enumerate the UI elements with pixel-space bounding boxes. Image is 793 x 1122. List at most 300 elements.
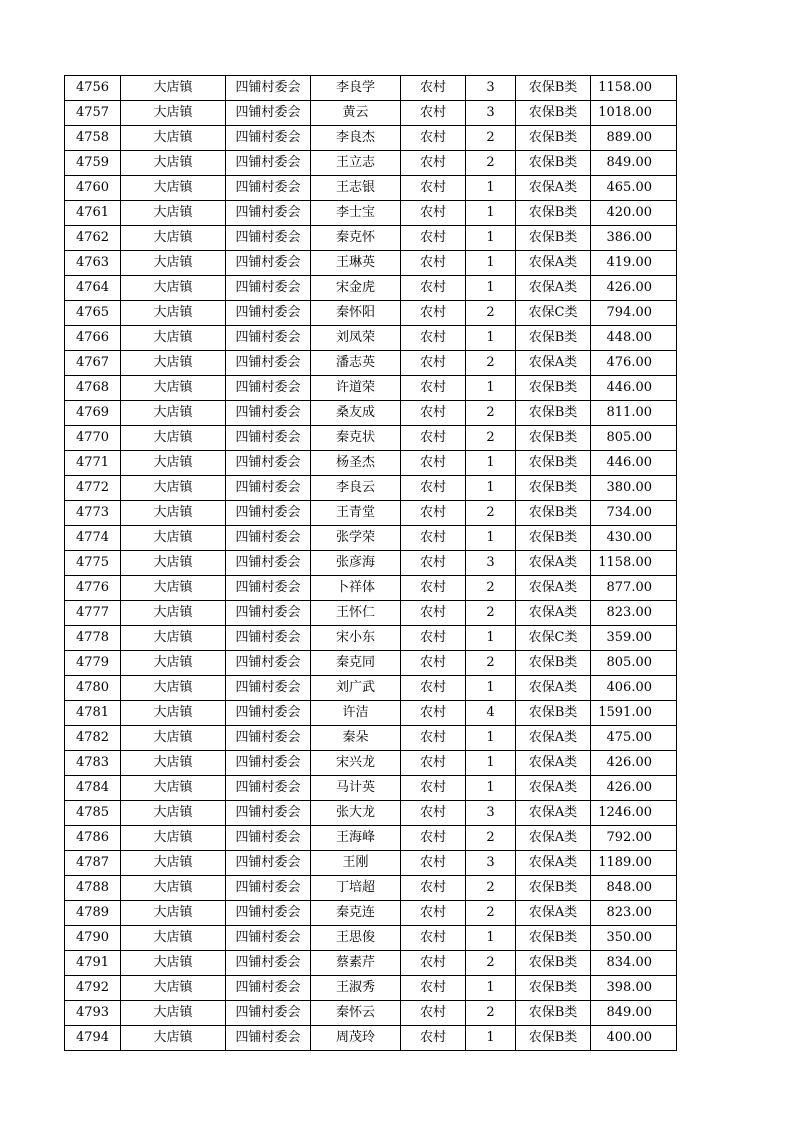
cell-person-count: 2 <box>466 501 516 526</box>
cell-residence-type: 农村 <box>401 226 466 251</box>
cell-name: 秦怀云 <box>311 1001 401 1026</box>
cell-residence-type: 农村 <box>401 301 466 326</box>
cell-residence-type: 农村 <box>401 876 466 901</box>
cell-amount: 476.00 <box>591 351 677 376</box>
cell-serial: 4784 <box>65 776 121 801</box>
cell-name: 秦怀阳 <box>311 301 401 326</box>
cell-residence-type: 农村 <box>401 951 466 976</box>
cell-town: 大店镇 <box>121 326 226 351</box>
cell-town: 大店镇 <box>121 101 226 126</box>
cell-person-count: 2 <box>466 651 516 676</box>
cell-town: 大店镇 <box>121 226 226 251</box>
cell-name: 张大龙 <box>311 801 401 826</box>
cell-residence-type: 农村 <box>401 351 466 376</box>
cell-serial: 4785 <box>65 801 121 826</box>
cell-town: 大店镇 <box>121 701 226 726</box>
cell-serial: 4775 <box>65 551 121 576</box>
cell-residence-type: 农村 <box>401 376 466 401</box>
cell-residence-type: 农村 <box>401 676 466 701</box>
cell-person-count: 1 <box>466 251 516 276</box>
cell-residence-type: 农村 <box>401 626 466 651</box>
cell-amount: 823.00 <box>591 601 677 626</box>
cell-town: 大店镇 <box>121 801 226 826</box>
cell-person-count: 2 <box>466 901 516 926</box>
cell-residence-type: 农村 <box>401 501 466 526</box>
table-row <box>65 576 677 601</box>
table-row <box>65 1001 677 1026</box>
table-row <box>65 326 677 351</box>
cell-amount: 350.00 <box>591 926 677 951</box>
cell-insurance-category: 农保B类 <box>516 701 591 726</box>
cell-amount: 1189.00 <box>591 851 677 876</box>
cell-residence-type: 农村 <box>401 751 466 776</box>
cell-serial: 4761 <box>65 201 121 226</box>
cell-village: 四铺村委会 <box>226 751 311 776</box>
cell-serial: 4758 <box>65 126 121 151</box>
cell-amount: 1018.00 <box>591 101 677 126</box>
cell-insurance-category: 农保A类 <box>516 676 591 701</box>
table-row <box>65 501 677 526</box>
cell-town: 大店镇 <box>121 276 226 301</box>
cell-village: 四铺村委会 <box>226 176 311 201</box>
cell-insurance-category: 农保A类 <box>516 826 591 851</box>
cell-village: 四铺村委会 <box>226 776 311 801</box>
cell-village: 四铺村委会 <box>226 901 311 926</box>
cell-person-count: 2 <box>466 876 516 901</box>
cell-residence-type: 农村 <box>401 776 466 801</box>
cell-serial: 4787 <box>65 851 121 876</box>
cell-serial: 4767 <box>65 351 121 376</box>
cell-insurance-category: 农保B类 <box>516 126 591 151</box>
cell-residence-type: 农村 <box>401 326 466 351</box>
cell-insurance-category: 农保B类 <box>516 426 591 451</box>
cell-town: 大店镇 <box>121 176 226 201</box>
cell-serial: 4756 <box>65 76 121 101</box>
cell-town: 大店镇 <box>121 501 226 526</box>
cell-residence-type: 农村 <box>401 126 466 151</box>
cell-person-count: 1 <box>466 676 516 701</box>
cell-person-count: 2 <box>466 151 516 176</box>
cell-residence-type: 农村 <box>401 151 466 176</box>
cell-person-count: 1 <box>466 476 516 501</box>
cell-person-count: 2 <box>466 951 516 976</box>
cell-insurance-category: 农保B类 <box>516 976 591 1001</box>
cell-serial: 4776 <box>65 576 121 601</box>
records-table-body <box>65 76 677 1051</box>
cell-amount: 400.00 <box>591 1026 677 1051</box>
cell-name: 王刚 <box>311 851 401 876</box>
cell-town: 大店镇 <box>121 426 226 451</box>
cell-amount: 406.00 <box>591 676 677 701</box>
cell-insurance-category: 农保C类 <box>516 626 591 651</box>
cell-name: 秦克同 <box>311 651 401 676</box>
cell-serial: 4786 <box>65 826 121 851</box>
cell-name: 刘广武 <box>311 676 401 701</box>
table-row <box>65 676 677 701</box>
cell-insurance-category: 农保B类 <box>516 926 591 951</box>
table-row <box>65 301 677 326</box>
cell-town: 大店镇 <box>121 876 226 901</box>
cell-person-count: 3 <box>466 801 516 826</box>
cell-person-count: 4 <box>466 701 516 726</box>
cell-insurance-category: 农保A类 <box>516 601 591 626</box>
table-row <box>65 251 677 276</box>
cell-insurance-category: 农保B类 <box>516 376 591 401</box>
cell-person-count: 1 <box>466 1026 516 1051</box>
cell-serial: 4792 <box>65 976 121 1001</box>
cell-serial: 4788 <box>65 876 121 901</box>
cell-village: 四铺村委会 <box>226 1026 311 1051</box>
cell-town: 大店镇 <box>121 676 226 701</box>
cell-name: 蔡素芹 <box>311 951 401 976</box>
cell-amount: 848.00 <box>591 876 677 901</box>
cell-residence-type: 农村 <box>401 101 466 126</box>
cell-name: 王海峰 <box>311 826 401 851</box>
cell-village: 四铺村委会 <box>226 101 311 126</box>
cell-name: 李士宝 <box>311 201 401 226</box>
cell-village: 四铺村委会 <box>226 401 311 426</box>
cell-person-count: 1 <box>466 626 516 651</box>
cell-person-count: 2 <box>466 426 516 451</box>
cell-village: 四铺村委会 <box>226 526 311 551</box>
cell-person-count: 1 <box>466 226 516 251</box>
table-row <box>65 451 677 476</box>
cell-person-count: 2 <box>466 576 516 601</box>
cell-village: 四铺村委会 <box>226 876 311 901</box>
table-row <box>65 276 677 301</box>
cell-name: 李良学 <box>311 76 401 101</box>
records-table <box>64 75 677 1051</box>
cell-person-count: 1 <box>466 926 516 951</box>
cell-amount: 834.00 <box>591 951 677 976</box>
table-row <box>65 201 677 226</box>
cell-insurance-category: 农保B类 <box>516 876 591 901</box>
cell-amount: 849.00 <box>591 151 677 176</box>
cell-serial: 4765 <box>65 301 121 326</box>
cell-amount: 1158.00 <box>591 76 677 101</box>
cell-person-count: 2 <box>466 601 516 626</box>
cell-town: 大店镇 <box>121 751 226 776</box>
cell-town: 大店镇 <box>121 301 226 326</box>
cell-name: 秦克连 <box>311 901 401 926</box>
cell-residence-type: 农村 <box>401 251 466 276</box>
table-row <box>65 826 677 851</box>
cell-serial: 4772 <box>65 476 121 501</box>
cell-insurance-category: 农保B类 <box>516 226 591 251</box>
cell-town: 大店镇 <box>121 776 226 801</box>
cell-name: 刘凤荣 <box>311 326 401 351</box>
cell-town: 大店镇 <box>121 376 226 401</box>
cell-amount: 398.00 <box>591 976 677 1001</box>
cell-residence-type: 农村 <box>401 401 466 426</box>
cell-residence-type: 农村 <box>401 926 466 951</box>
cell-person-count: 3 <box>466 851 516 876</box>
cell-amount: 1591.00 <box>591 701 677 726</box>
cell-name: 黄云 <box>311 101 401 126</box>
cell-person-count: 1 <box>466 726 516 751</box>
cell-name: 秦朵 <box>311 726 401 751</box>
cell-town: 大店镇 <box>121 401 226 426</box>
table-row <box>65 126 677 151</box>
cell-serial: 4777 <box>65 601 121 626</box>
cell-serial: 4793 <box>65 1001 121 1026</box>
cell-insurance-category: 农保B类 <box>516 951 591 976</box>
cell-insurance-category: 农保A类 <box>516 801 591 826</box>
cell-village: 四铺村委会 <box>226 976 311 1001</box>
cell-serial: 4778 <box>65 626 121 651</box>
table-row <box>65 776 677 801</box>
cell-residence-type: 农村 <box>401 476 466 501</box>
cell-name: 宋兴龙 <box>311 751 401 776</box>
cell-insurance-category: 农保B类 <box>516 476 591 501</box>
cell-person-count: 2 <box>466 826 516 851</box>
cell-serial: 4770 <box>65 426 121 451</box>
cell-insurance-category: 农保A类 <box>516 851 591 876</box>
cell-person-count: 1 <box>466 326 516 351</box>
cell-serial: 4780 <box>65 676 121 701</box>
cell-village: 四铺村委会 <box>226 351 311 376</box>
cell-town: 大店镇 <box>121 576 226 601</box>
cell-serial: 4774 <box>65 526 121 551</box>
cell-insurance-category: 农保A类 <box>516 176 591 201</box>
cell-town: 大店镇 <box>121 851 226 876</box>
cell-village: 四铺村委会 <box>226 601 311 626</box>
cell-serial: 4764 <box>65 276 121 301</box>
table-row <box>65 526 677 551</box>
cell-town: 大店镇 <box>121 126 226 151</box>
cell-insurance-category: 农保A类 <box>516 251 591 276</box>
cell-village: 四铺村委会 <box>226 651 311 676</box>
cell-village: 四铺村委会 <box>226 476 311 501</box>
table-row <box>65 551 677 576</box>
cell-village: 四铺村委会 <box>226 501 311 526</box>
cell-insurance-category: 农保B类 <box>516 76 591 101</box>
cell-amount: 811.00 <box>591 401 677 426</box>
cell-village: 四铺村委会 <box>226 626 311 651</box>
cell-person-count: 3 <box>466 551 516 576</box>
cell-town: 大店镇 <box>121 251 226 276</box>
cell-amount: 446.00 <box>591 451 677 476</box>
cell-person-count: 2 <box>466 1001 516 1026</box>
cell-village: 四铺村委会 <box>226 451 311 476</box>
cell-town: 大店镇 <box>121 601 226 626</box>
cell-town: 大店镇 <box>121 951 226 976</box>
cell-residence-type: 农村 <box>401 201 466 226</box>
cell-name: 马计英 <box>311 776 401 801</box>
cell-name: 许洁 <box>311 701 401 726</box>
cell-insurance-category: 农保A类 <box>516 726 591 751</box>
cell-town: 大店镇 <box>121 626 226 651</box>
cell-name: 王青堂 <box>311 501 401 526</box>
cell-village: 四铺村委会 <box>226 276 311 301</box>
cell-name: 张彦海 <box>311 551 401 576</box>
cell-serial: 4789 <box>65 901 121 926</box>
table-row <box>65 651 677 676</box>
cell-village: 四铺村委会 <box>226 251 311 276</box>
cell-residence-type: 农村 <box>401 851 466 876</box>
cell-name: 王志银 <box>311 176 401 201</box>
cell-town: 大店镇 <box>121 976 226 1001</box>
cell-person-count: 1 <box>466 976 516 1001</box>
cell-serial: 4771 <box>65 451 121 476</box>
cell-name: 许道荣 <box>311 376 401 401</box>
table-row <box>65 951 677 976</box>
table-row <box>65 1026 677 1051</box>
cell-serial: 4791 <box>65 951 121 976</box>
cell-amount: 792.00 <box>591 826 677 851</box>
table-row <box>65 801 677 826</box>
cell-village: 四铺村委会 <box>226 126 311 151</box>
cell-insurance-category: 农保B类 <box>516 526 591 551</box>
table-row <box>65 401 677 426</box>
cell-name: 王思俊 <box>311 926 401 951</box>
cell-name: 秦克怀 <box>311 226 401 251</box>
cell-amount: 823.00 <box>591 901 677 926</box>
cell-village: 四铺村委会 <box>226 726 311 751</box>
cell-name: 桑友成 <box>311 401 401 426</box>
cell-town: 大店镇 <box>121 151 226 176</box>
cell-name: 秦克状 <box>311 426 401 451</box>
cell-person-count: 2 <box>466 351 516 376</box>
cell-amount: 805.00 <box>591 651 677 676</box>
cell-residence-type: 农村 <box>401 726 466 751</box>
cell-village: 四铺村委会 <box>226 326 311 351</box>
cell-amount: 1158.00 <box>591 551 677 576</box>
cell-village: 四铺村委会 <box>226 701 311 726</box>
cell-person-count: 1 <box>466 276 516 301</box>
cell-name: 李良杰 <box>311 126 401 151</box>
cell-serial: 4760 <box>65 176 121 201</box>
cell-town: 大店镇 <box>121 901 226 926</box>
cell-town: 大店镇 <box>121 926 226 951</box>
cell-amount: 889.00 <box>591 126 677 151</box>
cell-serial: 4763 <box>65 251 121 276</box>
cell-village: 四铺村委会 <box>226 151 311 176</box>
cell-residence-type: 农村 <box>401 601 466 626</box>
cell-village: 四铺村委会 <box>226 376 311 401</box>
cell-name: 宋小东 <box>311 626 401 651</box>
cell-person-count: 1 <box>466 776 516 801</box>
cell-insurance-category: 农保B类 <box>516 501 591 526</box>
cell-amount: 426.00 <box>591 776 677 801</box>
cell-insurance-category: 农保A类 <box>516 901 591 926</box>
cell-residence-type: 农村 <box>401 1001 466 1026</box>
cell-residence-type: 农村 <box>401 576 466 601</box>
cell-serial: 4779 <box>65 651 121 676</box>
cell-village: 四铺村委会 <box>226 676 311 701</box>
table-row <box>65 151 677 176</box>
cell-name: 王琳英 <box>311 251 401 276</box>
table-row <box>65 926 677 951</box>
cell-amount: 426.00 <box>591 276 677 301</box>
cell-amount: 359.00 <box>591 626 677 651</box>
cell-person-count: 3 <box>466 76 516 101</box>
cell-insurance-category: 农保B类 <box>516 1001 591 1026</box>
cell-village: 四铺村委会 <box>226 426 311 451</box>
table-row <box>65 901 677 926</box>
cell-amount: 794.00 <box>591 301 677 326</box>
cell-person-count: 1 <box>466 526 516 551</box>
cell-name: 宋金虎 <box>311 276 401 301</box>
cell-village: 四铺村委会 <box>226 551 311 576</box>
cell-person-count: 2 <box>466 401 516 426</box>
cell-amount: 448.00 <box>591 326 677 351</box>
cell-insurance-category: 农保B类 <box>516 326 591 351</box>
table-row <box>65 76 677 101</box>
cell-insurance-category: 农保A类 <box>516 351 591 376</box>
cell-person-count: 1 <box>466 201 516 226</box>
cell-amount: 849.00 <box>591 1001 677 1026</box>
cell-residence-type: 农村 <box>401 451 466 476</box>
cell-insurance-category: 农保A类 <box>516 776 591 801</box>
cell-village: 四铺村委会 <box>226 576 311 601</box>
cell-name: 李良云 <box>311 476 401 501</box>
cell-insurance-category: 农保B类 <box>516 101 591 126</box>
cell-person-count: 1 <box>466 451 516 476</box>
cell-residence-type: 农村 <box>401 526 466 551</box>
cell-village: 四铺村委会 <box>226 826 311 851</box>
cell-village: 四铺村委会 <box>226 851 311 876</box>
cell-name: 王立志 <box>311 151 401 176</box>
cell-name: 潘志英 <box>311 351 401 376</box>
cell-town: 大店镇 <box>121 476 226 501</box>
cell-village: 四铺村委会 <box>226 301 311 326</box>
table-row <box>65 601 677 626</box>
table-row <box>65 376 677 401</box>
cell-village: 四铺村委会 <box>226 226 311 251</box>
cell-village: 四铺村委会 <box>226 201 311 226</box>
cell-amount: 386.00 <box>591 226 677 251</box>
cell-amount: 419.00 <box>591 251 677 276</box>
cell-amount: 734.00 <box>591 501 677 526</box>
cell-amount: 446.00 <box>591 376 677 401</box>
cell-town: 大店镇 <box>121 726 226 751</box>
cell-amount: 877.00 <box>591 576 677 601</box>
cell-serial: 4781 <box>65 701 121 726</box>
table-row <box>65 701 677 726</box>
cell-serial: 4768 <box>65 376 121 401</box>
cell-serial: 4757 <box>65 101 121 126</box>
cell-town: 大店镇 <box>121 451 226 476</box>
cell-serial: 4794 <box>65 1026 121 1051</box>
cell-insurance-category: 农保B类 <box>516 451 591 476</box>
cell-town: 大店镇 <box>121 651 226 676</box>
cell-residence-type: 农村 <box>401 176 466 201</box>
cell-name: 杨圣杰 <box>311 451 401 476</box>
cell-amount: 380.00 <box>591 476 677 501</box>
cell-insurance-category: 农保B类 <box>516 201 591 226</box>
cell-serial: 4773 <box>65 501 121 526</box>
cell-serial: 4783 <box>65 751 121 776</box>
table-row <box>65 226 677 251</box>
cell-name: 张学荣 <box>311 526 401 551</box>
cell-insurance-category: 农保B类 <box>516 401 591 426</box>
cell-residence-type: 农村 <box>401 76 466 101</box>
table-row <box>65 176 677 201</box>
cell-insurance-category: 农保B类 <box>516 151 591 176</box>
cell-residence-type: 农村 <box>401 276 466 301</box>
cell-person-count: 1 <box>466 751 516 776</box>
cell-person-count: 1 <box>466 376 516 401</box>
table-row <box>65 751 677 776</box>
cell-residence-type: 农村 <box>401 551 466 576</box>
cell-amount: 430.00 <box>591 526 677 551</box>
cell-village: 四铺村委会 <box>226 801 311 826</box>
cell-village: 四铺村委会 <box>226 951 311 976</box>
cell-town: 大店镇 <box>121 1026 226 1051</box>
cell-serial: 4782 <box>65 726 121 751</box>
cell-serial: 4762 <box>65 226 121 251</box>
